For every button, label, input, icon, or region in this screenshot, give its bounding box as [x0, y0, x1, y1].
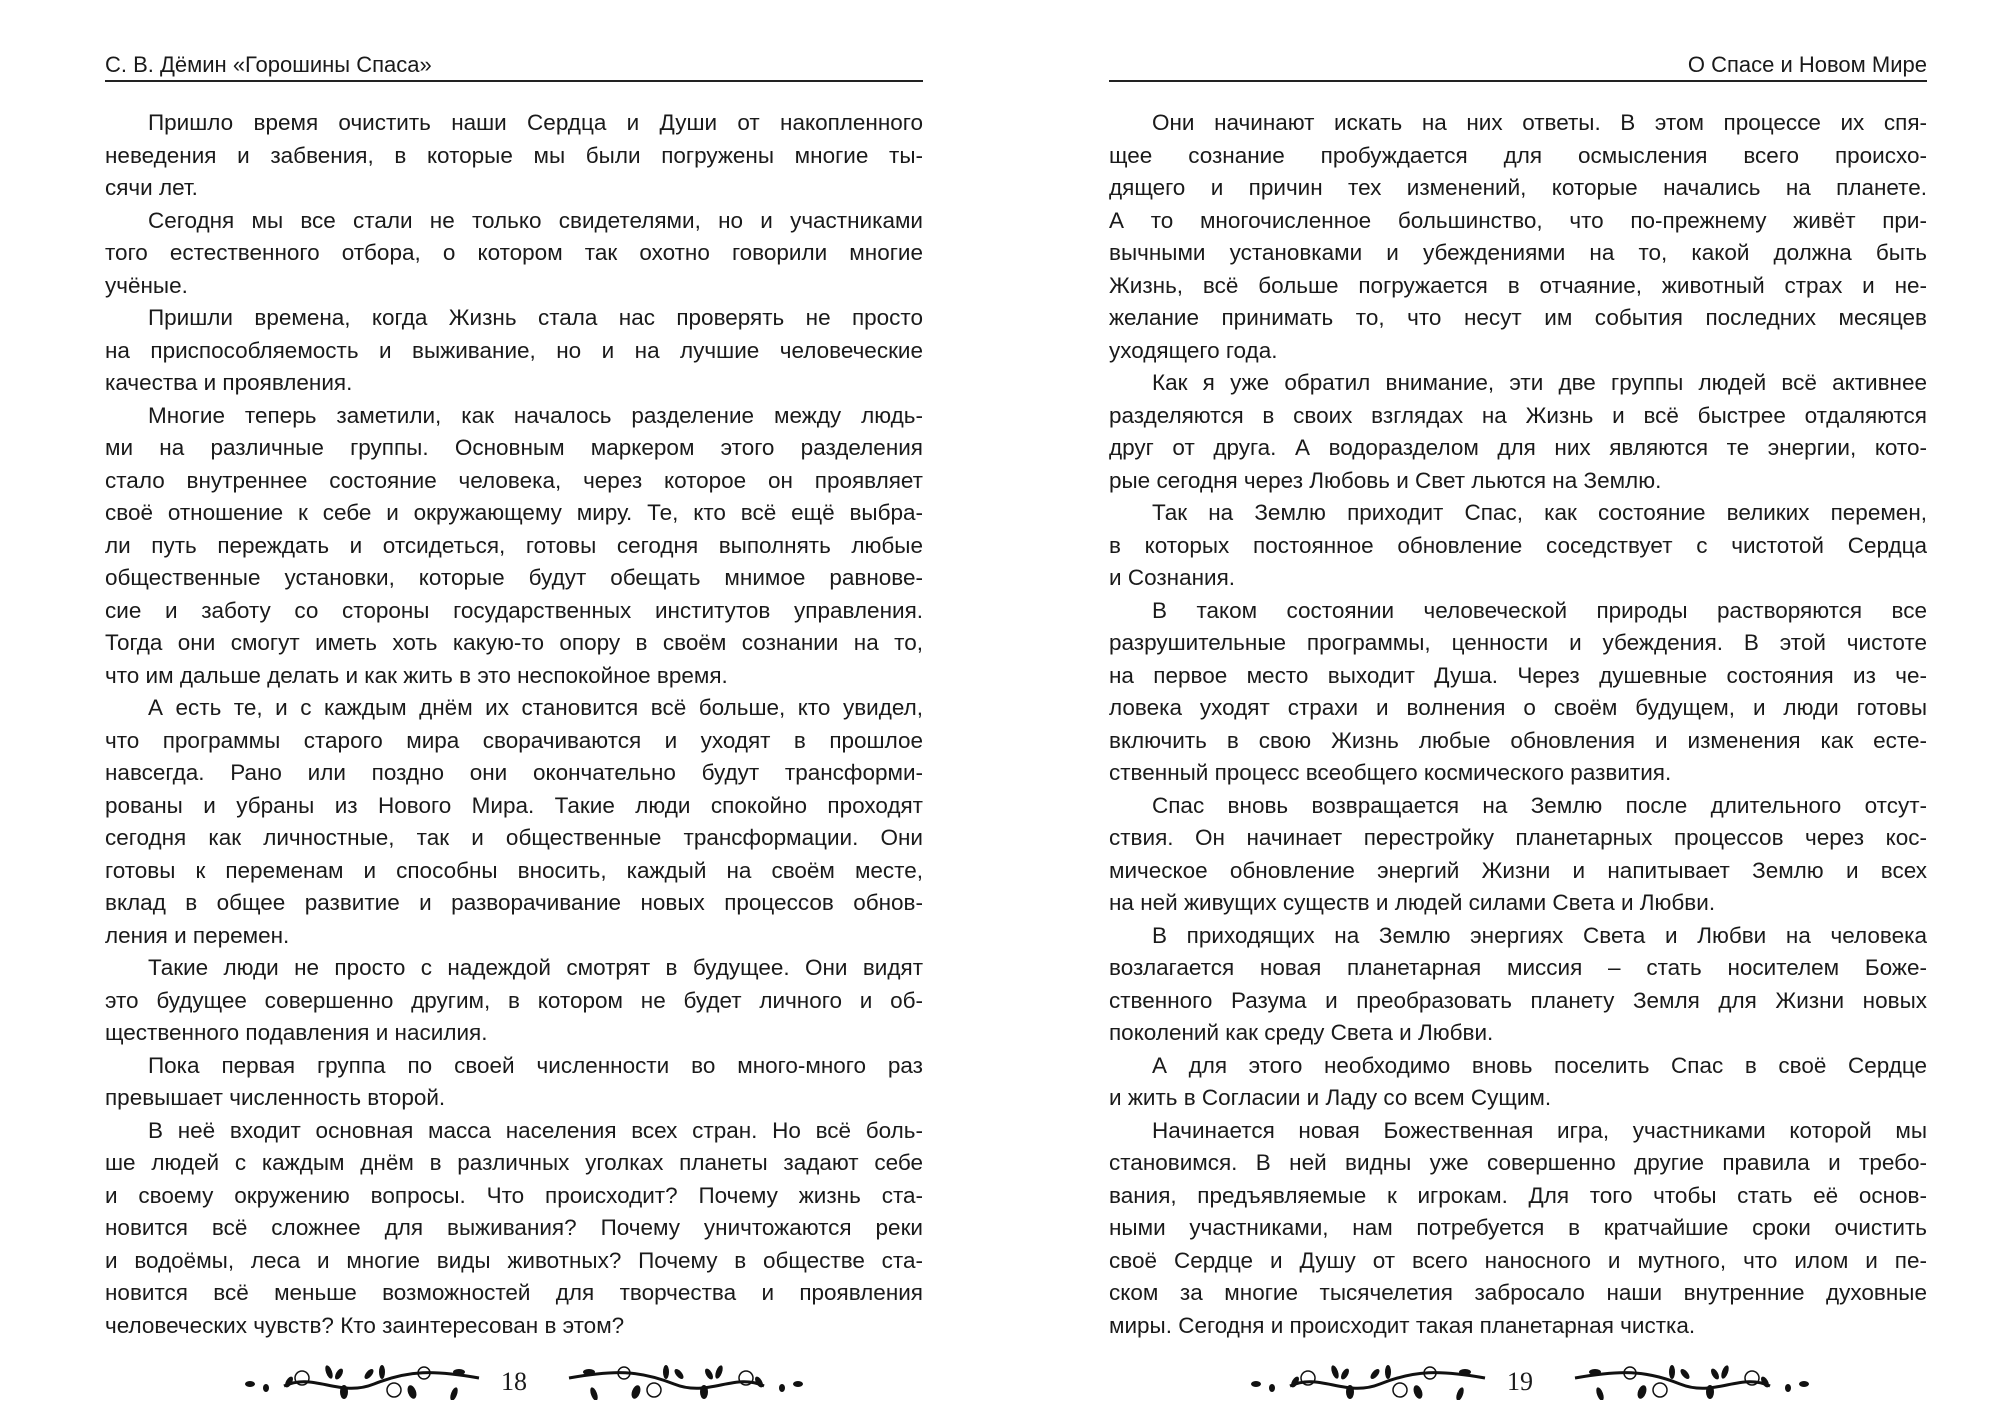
page-number: 18	[501, 1367, 527, 1396]
text-line: ствия. Он начинает перестройку планетарных процессов через кос-	[1109, 825, 1927, 850]
text-line: Многие теперь заметили, как началось разделение между людь-	[148, 402, 923, 428]
text-line: готовы к переменам и способны вносить, каждый на своём месте,	[105, 857, 923, 883]
paragraph	[105, 1115, 923, 1343]
page-body	[105, 107, 923, 1342]
text-line: что программы старого мира сворачиваются и уходят в прошлое	[105, 727, 923, 753]
text-line: щественного подавления и насилия.	[105, 1020, 488, 1045]
text-line: на ней живущих существ и людей силами Света и Любви.	[1109, 890, 1716, 915]
text-line: становимся. В ней видны уже совершенно другие правила и требо-	[1109, 1150, 1927, 1175]
text-line: на приспособляемость и выживание, но и на лучшие человеческие	[105, 337, 923, 363]
text-line: стало внутреннее состояние человека, через которое он проявляет	[105, 467, 923, 493]
text-line: и водоёмы, леса и многие виды животных? Почему в обществе ста-	[105, 1247, 923, 1273]
paragraph	[105, 302, 923, 400]
text-line: Как я уже обратил внимание, эти две группы людей всё активнее	[1152, 370, 1927, 395]
text-line: навсегда. Рано или поздно они окончательно будут трансформи-	[105, 760, 923, 785]
text-line: желание принимать то, что несут им события последних месяцев	[1109, 305, 1927, 330]
text-line: вклад в общее развитие и разворачивание новых процессов обнов-	[105, 890, 923, 915]
paragraph	[105, 205, 923, 303]
text-line: мическое обновление энергий Жизни и напитывает Землю и всех	[1109, 857, 1927, 883]
text-line: ми на различные группы. Основным маркером этого разделения	[105, 435, 923, 460]
paragraph	[105, 107, 923, 205]
text-line: В приходящих на Землю энергиях Света и Любви на человека	[1152, 922, 1927, 948]
text-line: неведения и забвения, в которые мы были погружены многие ты-	[105, 142, 923, 168]
running-header: С. В. Дёмин «Горошины Спаса»	[105, 50, 923, 82]
text-line: своё отношение к себе и окружающему миру. Те, кто всё ещё выбра-	[105, 500, 923, 525]
text-line: качества и проявления.	[105, 370, 353, 395]
text-line: это будущее совершенно другим, в котором не будет личного и об-	[105, 987, 923, 1013]
text-line: сие и заботу со стороны государственных институтов управления.	[105, 597, 923, 623]
paragraph	[105, 400, 923, 693]
text-line: Пока первая группа по своей численности во много-много раз	[148, 1052, 923, 1078]
paragraph	[105, 952, 923, 1050]
paragraph	[105, 692, 923, 952]
text-line: вания, предъявляемые к игрокам. Для того чтобы стать её основ-	[1109, 1182, 1927, 1208]
paragraph	[1109, 595, 1927, 790]
text-line: рованы и убраны из Нового Мира. Такие люди спокойно проходят	[105, 792, 923, 818]
text-line: Начинается новая Божественная игра, участниками которой мы	[1152, 1117, 1927, 1143]
paragraph	[1109, 1050, 1927, 1115]
floral-vine-ornament-icon	[244, 1364, 484, 1400]
text-line: общественные установки, которые будут обещать мнимое равнове-	[105, 565, 923, 590]
page-footer	[1250, 1362, 1790, 1402]
text-line: включить в свою Жизнь любые обновления и изменения как есте-	[1109, 727, 1927, 753]
text-line: В неё входит основная масса населения всех стран. Но всё боль-	[148, 1117, 923, 1143]
text-line: учёные.	[105, 272, 188, 298]
text-line: и Сознания.	[1109, 565, 1236, 590]
text-line: Они начинают искать на них ответы. В этом процессе их спя-	[1152, 110, 1927, 135]
text-line: ственного Разума и преобразовать планету Земля для Жизни новых	[1109, 987, 1927, 1013]
text-line: А есть те, и с каждым днём их становится всё больше, кто увидел,	[148, 695, 923, 720]
text-line: ления и перемен.	[105, 922, 290, 948]
text-line: что им дальше делать и как жить в это неспокойное время.	[105, 662, 728, 688]
paragraph	[1109, 367, 1927, 497]
text-line: уходящего года.	[1109, 337, 1278, 363]
text-line: Жизнь, всё больше погружается в отчаяние, животный страх и не-	[1109, 272, 1927, 298]
text-line: новится всё сложнее для выживания? Почему уничтожаются реки	[105, 1215, 923, 1240]
paragraph	[1109, 107, 1927, 367]
text-line: щее сознание пробуждается для осмысления всего происхо-	[1109, 142, 1927, 168]
text-line: А для этого необходимо вновь поселить Спас в своё Сердце	[1152, 1052, 1927, 1078]
text-line: человеческих чувств? Кто заинтересован в этом?	[105, 1312, 625, 1338]
text-line: разделяются в своих взглядах на Жизнь и всё быстрее отдаляются	[1109, 402, 1927, 428]
text-line: разрушительные программы, ценности и убеждения. В этой чистоте	[1109, 630, 1927, 655]
text-line: Тогда они смогут иметь хоть какую-то опору в своём сознании на то,	[105, 630, 923, 655]
page-footer	[244, 1362, 784, 1402]
text-line: миры. Сегодня и происходит такая планетарная чистка.	[1109, 1312, 1696, 1338]
left-page	[105, 0, 923, 1423]
text-line: на первое место выходит Душа. Через душевные состояния из че-	[1109, 662, 1927, 688]
text-line: Пришло время очистить наши Сердца и Души от накопленного	[148, 110, 923, 135]
text-line: В таком состоянии человеческой природы растворяются все	[1152, 597, 1927, 623]
text-line: ше людей с каждым днём в различных уголках планеты задают себе	[105, 1150, 923, 1175]
text-line: сячи лет.	[105, 175, 198, 200]
text-line: ными участниками, нам потребуется в кратчайшие сроки очистить	[1109, 1215, 1927, 1240]
text-line: ском за многие тысячелетия забросало наши внутренние духовные	[1109, 1280, 1927, 1305]
text-line: Сегодня мы все стали не только свидетелями, но и участниками	[148, 207, 923, 233]
running-header: О Спасе и Новом Мире	[1109, 50, 1927, 82]
text-line: Так на Землю приходит Спас, как состояние великих перемен,	[1152, 500, 1927, 525]
page-body	[1109, 107, 1927, 1342]
text-line: дящего и причин тех изменений, которые начались на планете.	[1109, 175, 1927, 200]
text-line: друг от друга. А водоразделом для них являются те энергии, кото-	[1109, 435, 1927, 460]
text-line: поколений как среду Света и Любви.	[1109, 1020, 1494, 1045]
text-line: и своему окружению вопросы. Что происходит? Почему жизнь ста-	[105, 1182, 923, 1208]
text-line: Такие люди не просто с надеждой смотрят в будущее. Они видят	[148, 955, 923, 980]
text-line: сегодня как личностные, так и общественные трансформации. Они	[105, 825, 923, 850]
text-line: и жить в Согласии и Ладу со всем Сущим.	[1109, 1085, 1552, 1110]
paragraph	[1109, 790, 1927, 920]
floral-vine-ornament-icon	[564, 1364, 804, 1400]
text-line: превышает численность второй.	[105, 1085, 446, 1110]
paragraph	[105, 1050, 923, 1115]
text-line: вычными установками и убеждениями на то, какой должна быть	[1109, 240, 1927, 265]
paragraph	[1109, 920, 1927, 1050]
text-line: Спас вновь возвращается на Землю после длительного отсут-	[1152, 792, 1927, 818]
text-line: ственный процесс всеобщего космического развития.	[1109, 760, 1672, 785]
floral-vine-ornament-icon	[1250, 1364, 1490, 1400]
text-line: рые сегодня через Любовь и Свет льются на Землю.	[1109, 467, 1662, 493]
text-line: того естественного отбора, о котором так охотно говорили многие	[105, 240, 923, 265]
text-line: ли путь переждать и отсидеться, готовы сегодня выполнять любые	[105, 532, 923, 558]
floral-vine-ornament-icon	[1570, 1364, 1810, 1400]
page-number: 19	[1507, 1367, 1533, 1396]
right-page	[1109, 0, 1927, 1423]
text-line: Пришли времена, когда Жизнь стала нас проверять не просто	[148, 305, 923, 330]
text-line: новится всё меньше возможностей для творчества и проявления	[105, 1280, 923, 1305]
text-line: ловека уходят страхи и волнения о своём будущем, и люди готовы	[1109, 695, 1927, 720]
text-line: возлагается новая планетарная миссия – стать носителем Боже-	[1109, 955, 1927, 980]
text-line: в которых постоянное обновление соседствует с чистотой Сердца	[1109, 532, 1927, 558]
paragraph	[1109, 497, 1927, 595]
text-line: А то многочисленное большинство, что по-прежнему живёт при-	[1109, 207, 1927, 233]
paragraph	[1109, 1115, 1927, 1343]
text-line: своё Сердце и Душу от всего наносного и мутного, что илом и пе-	[1109, 1247, 1927, 1273]
